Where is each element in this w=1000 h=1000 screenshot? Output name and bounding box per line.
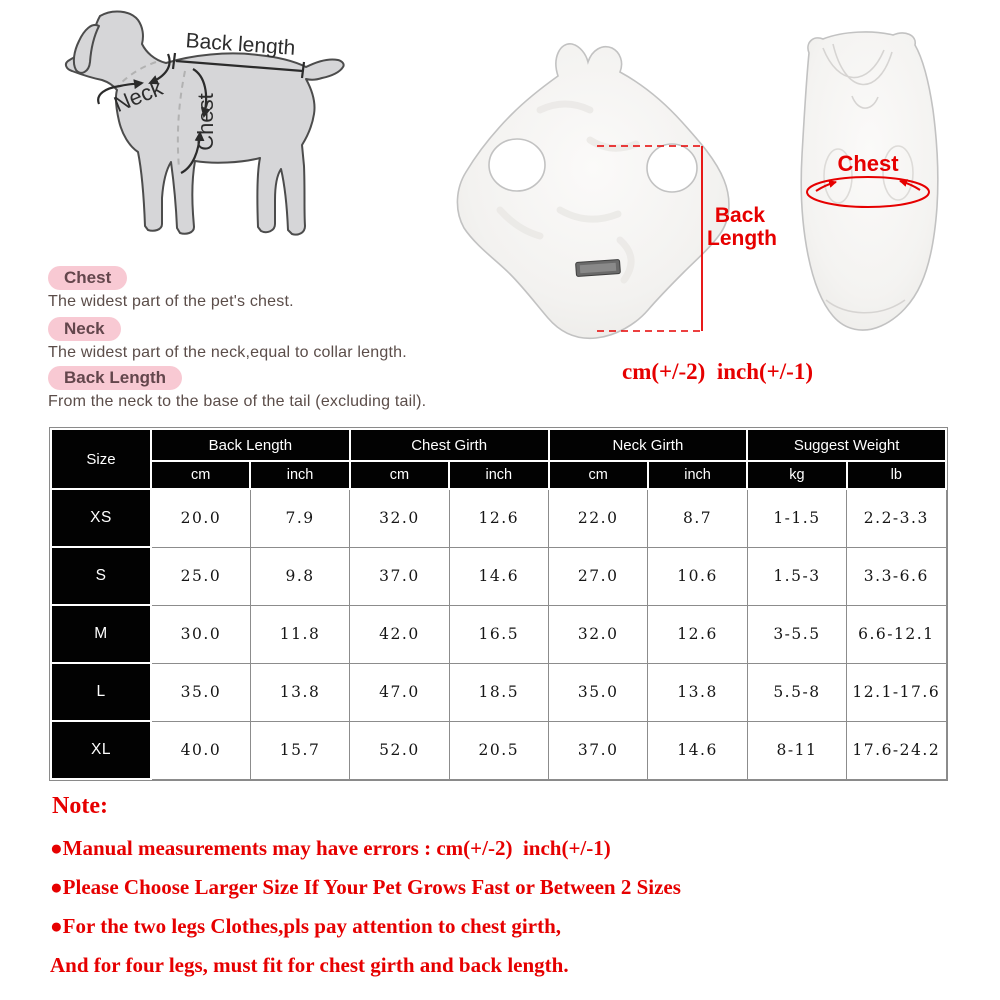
cell-value: 1.5-3 xyxy=(747,547,846,605)
size-label-s: S xyxy=(51,547,151,605)
cell-value: 5.5-8 xyxy=(747,663,846,721)
cell-value: 14.6 xyxy=(648,721,747,779)
cell-value: 11.8 xyxy=(250,605,349,663)
cell-value: 40.0 xyxy=(151,721,250,779)
table-row-m xyxy=(51,605,946,663)
note-item-choose-larger: ●Please Choose Larger Size If Your Pet Grows Fast or Between 2 Sizes xyxy=(50,875,681,899)
table-row-xs xyxy=(51,489,946,547)
cell-value: 9.8 xyxy=(250,547,349,605)
pet-coat-back xyxy=(457,44,729,338)
cell-value: 13.8 xyxy=(250,663,349,721)
unit-neck-cm: cm xyxy=(549,461,648,489)
unit-weight-lb: lb xyxy=(847,461,946,489)
neck-definition-text: The widest part of the neck,equal to collar length. xyxy=(48,344,407,361)
cell-value: 35.0 xyxy=(151,663,250,721)
back-length-pill: Back Length xyxy=(48,366,182,390)
garment-front-view xyxy=(793,25,988,345)
definition-chest xyxy=(48,266,294,311)
cell-value: 22.0 xyxy=(549,489,648,547)
table-row-s xyxy=(51,547,946,605)
cell-value: 47.0 xyxy=(350,663,449,721)
garment-back-length-label-line2: Length xyxy=(707,227,777,250)
size-label-xl: XL xyxy=(51,721,151,779)
note-item-tolerance: ●Manual measurements may have errors : cm(+/-2) inch(+/-1) xyxy=(50,836,611,860)
cell-value: 20.5 xyxy=(449,721,548,779)
col-header-suggest-weight: Suggest Weight xyxy=(747,429,946,461)
col-header-size: Size xyxy=(51,429,151,489)
dog-back-length-label: Back length xyxy=(184,29,296,60)
cell-value: 13.8 xyxy=(648,663,747,721)
garment-back-view xyxy=(440,18,780,348)
cell-value: 32.0 xyxy=(549,605,648,663)
cell-value: 14.6 xyxy=(449,547,548,605)
note-item-two-legs: ●For the two legs Clothes,pls pay attention to chest girth, xyxy=(50,914,562,938)
cell-value: 42.0 xyxy=(350,605,449,663)
definition-neck xyxy=(48,317,407,362)
size-label-xs: XS xyxy=(51,489,151,547)
chest-pill: Chest xyxy=(48,266,127,290)
note-item-four-legs: And for four legs, must fit for chest girth and back length. xyxy=(50,953,569,977)
size-label-l: L xyxy=(51,663,151,721)
dog-neck-label: Neck xyxy=(110,75,167,118)
col-header-back-length: Back Length xyxy=(151,429,350,461)
cell-value: 25.0 xyxy=(151,547,250,605)
cell-value: 6.6-12.1 xyxy=(847,605,946,663)
garment-chest-label: Chest xyxy=(837,151,899,176)
cell-value: 52.0 xyxy=(350,721,449,779)
dog-measurement-diagram xyxy=(55,5,365,255)
cell-value: 16.5 xyxy=(449,605,548,663)
cell-value: 3-5.5 xyxy=(747,605,846,663)
unit-chest-inch: inch xyxy=(449,461,548,489)
cell-value: 8.7 xyxy=(648,489,747,547)
unit-neck-inch: inch xyxy=(648,461,747,489)
dog-chest-label: Chest xyxy=(193,93,218,151)
pet-vest-front xyxy=(801,32,938,330)
cell-value: 27.0 xyxy=(549,547,648,605)
cell-value: 35.0 xyxy=(549,663,648,721)
unit-weight-kg: kg xyxy=(747,461,846,489)
cell-value: 8-11 xyxy=(747,721,846,779)
cell-value: 20.0 xyxy=(151,489,250,547)
size-table xyxy=(49,427,948,781)
unit-chest-cm: cm xyxy=(350,461,449,489)
tolerance-note: cm(+/-2) inch(+/-1) xyxy=(622,359,813,384)
cell-value: 32.0 xyxy=(350,489,449,547)
cell-value: 1-1.5 xyxy=(747,489,846,547)
cell-value: 3.3-6.6 xyxy=(847,547,946,605)
back-length-definition-text: From the neck to the base of the tail (excluding tail). xyxy=(48,393,427,410)
cell-value: 30.0 xyxy=(151,605,250,663)
col-header-chest-girth: Chest Girth xyxy=(350,429,549,461)
definition-back-length xyxy=(48,366,426,411)
cell-value: 15.7 xyxy=(250,721,349,779)
neck-pill: Neck xyxy=(48,317,121,341)
cell-value: 18.5 xyxy=(449,663,548,721)
cell-value: 12.6 xyxy=(449,489,548,547)
cell-value: 17.6-24.2 xyxy=(847,721,946,779)
size-label-m: M xyxy=(51,605,151,663)
cell-value: 10.6 xyxy=(648,547,747,605)
notes-section xyxy=(50,793,681,992)
garment-back-length-label-line1: Back xyxy=(714,204,766,227)
cell-value: 37.0 xyxy=(549,721,648,779)
cell-value: 37.0 xyxy=(350,547,449,605)
unit-back-length-cm: cm xyxy=(151,461,250,489)
table-row-l xyxy=(51,663,946,721)
cell-value: 2.2-3.3 xyxy=(847,489,946,547)
unit-back-length-inch: inch xyxy=(250,461,349,489)
table-row-xl xyxy=(51,721,946,779)
notes-heading: Note: xyxy=(52,793,108,819)
cell-value: 12.6 xyxy=(648,605,747,663)
brand-tag xyxy=(576,259,621,276)
col-header-neck-girth: Neck Girth xyxy=(549,429,748,461)
cell-value: 7.9 xyxy=(250,489,349,547)
chest-definition-text: The widest part of the pet's chest. xyxy=(48,293,294,310)
cell-value: 12.1-17.6 xyxy=(847,663,946,721)
